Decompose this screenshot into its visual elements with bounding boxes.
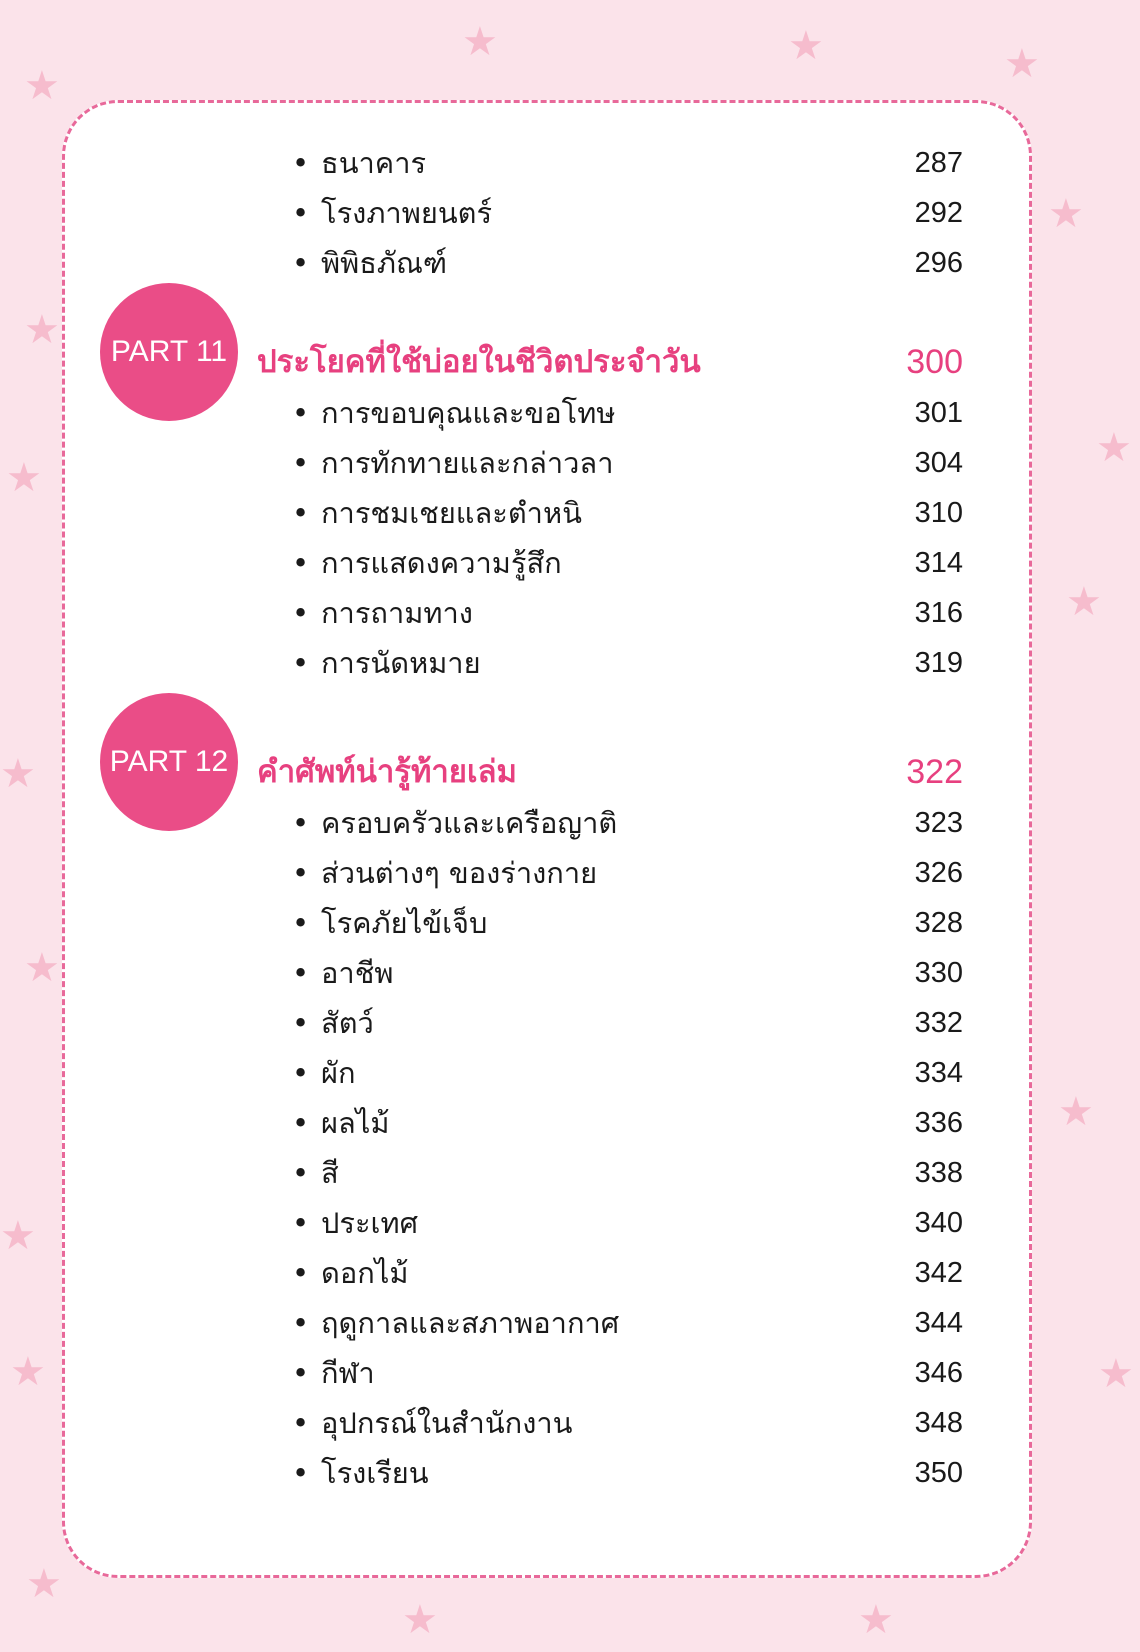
- toc-item-label: สัตว์: [321, 1006, 374, 1040]
- toc-item-label: ครอบครัวและเครือญาติ: [321, 806, 618, 840]
- bullet: •: [292, 856, 310, 890]
- toc-item[interactable]: [65, 1351, 1029, 1395]
- bullet: •: [292, 396, 310, 430]
- star-icon: ★: [0, 1213, 36, 1259]
- toc-item-label: ดอกไม้: [321, 1256, 409, 1290]
- star-icon: ★: [1004, 41, 1040, 87]
- bullet: •: [292, 246, 310, 280]
- bullet: •: [292, 1456, 310, 1490]
- star-icon: ★: [6, 455, 42, 501]
- bullet: •: [292, 1006, 310, 1040]
- toc-item-page: 344: [914, 1307, 963, 1339]
- bullet: •: [292, 956, 310, 990]
- part-11-title[interactable]: ประโยคที่ใช้บ่อยในชีวิตประจำวัน: [257, 344, 701, 380]
- toc-item-page: 348: [914, 1407, 963, 1439]
- toc-item[interactable]: [65, 641, 1029, 685]
- star-icon: ★: [24, 945, 60, 991]
- toc-item-label: อาชีพ: [321, 956, 394, 990]
- bullet: •: [292, 596, 310, 630]
- toc-item-page: 326: [914, 857, 963, 889]
- toc-item-label: ผลไม้: [321, 1106, 390, 1140]
- star-icon: ★: [1048, 191, 1084, 237]
- bullet: •: [292, 1056, 310, 1090]
- toc-item[interactable]: [65, 141, 1029, 185]
- star-icon: ★: [402, 1597, 438, 1643]
- bullet: •: [292, 196, 310, 230]
- toc-item-label: การทักทายและกล่าวลา: [321, 446, 614, 480]
- star-icon: ★: [24, 63, 60, 109]
- toc-item-page: 316: [914, 597, 963, 629]
- toc-item[interactable]: [65, 1251, 1029, 1295]
- bullet: •: [292, 496, 310, 530]
- toc-item[interactable]: [65, 1051, 1029, 1095]
- bullet: •: [292, 1306, 310, 1340]
- toc-item[interactable]: [65, 391, 1029, 435]
- toc-item-page: 323: [914, 807, 963, 839]
- toc-item-page: 340: [914, 1207, 963, 1239]
- toc-item[interactable]: [65, 1001, 1029, 1045]
- star-icon: ★: [1066, 579, 1102, 625]
- toc-item-page: 314: [914, 547, 963, 579]
- toc-item[interactable]: [65, 901, 1029, 945]
- toc-item-label: การชมเชยและตำหนิ: [321, 496, 582, 530]
- star-icon: ★: [788, 23, 824, 69]
- star-icon: ★: [1098, 1351, 1134, 1397]
- bullet: •: [292, 1156, 310, 1190]
- toc-item-page: 346: [914, 1357, 963, 1389]
- bullet: •: [292, 906, 310, 940]
- toc-item[interactable]: [65, 1101, 1029, 1145]
- toc-item-page: 342: [914, 1257, 963, 1289]
- toc-item[interactable]: [65, 491, 1029, 535]
- toc-item[interactable]: [65, 591, 1029, 635]
- toc-item-page: 330: [914, 957, 963, 989]
- bullet: •: [292, 1206, 310, 1240]
- part-12-title[interactable]: คำศัพท์น่ารู้ท้ายเล่ม: [257, 754, 517, 790]
- toc-item-label: การถามทาง: [321, 596, 473, 630]
- toc-item-page: 334: [914, 1057, 963, 1089]
- toc-item[interactable]: [65, 1401, 1029, 1445]
- toc-item-page: 336: [914, 1107, 963, 1139]
- star-icon: ★: [26, 1561, 62, 1607]
- toc-item-page: 332: [914, 1007, 963, 1039]
- part-12-badge: PART 12: [100, 693, 238, 831]
- toc-item-page: 328: [914, 907, 963, 939]
- toc-item-page: 296: [914, 247, 963, 279]
- toc-item-label: พิพิธภัณฑ์: [321, 246, 448, 280]
- toc-item[interactable]: [65, 1151, 1029, 1195]
- toc-item[interactable]: [65, 191, 1029, 235]
- star-icon: ★: [0, 751, 36, 797]
- toc-item[interactable]: [65, 951, 1029, 995]
- toc-item[interactable]: [65, 441, 1029, 485]
- toc-item[interactable]: [65, 851, 1029, 895]
- toc-item[interactable]: [65, 1301, 1029, 1345]
- bullet: •: [292, 1356, 310, 1390]
- bullet: •: [292, 806, 310, 840]
- toc-item-label: การขอบคุณและขอโทษ: [321, 396, 616, 430]
- part-12-page: 322: [906, 753, 963, 791]
- toc-item-page: 301: [914, 397, 963, 429]
- bullet: •: [292, 546, 310, 580]
- toc-item[interactable]: [65, 801, 1029, 845]
- toc-item-label: สี: [321, 1156, 339, 1190]
- toc-item-page: 292: [914, 197, 963, 229]
- toc-item[interactable]: [65, 241, 1029, 285]
- star-icon: ★: [24, 307, 60, 353]
- star-icon: ★: [10, 1349, 46, 1395]
- toc-item-page: 350: [914, 1457, 963, 1489]
- toc-item-label: กีฬา: [321, 1356, 375, 1390]
- part-11-page: 300: [906, 343, 963, 381]
- part-11-badge: PART 11: [100, 283, 238, 421]
- toc-item-label: ประเทศ: [321, 1206, 418, 1240]
- toc-item-label: ธนาคาร: [321, 146, 427, 180]
- toc-item-page: 310: [914, 497, 963, 529]
- toc-item-label: การนัดหมาย: [321, 646, 481, 680]
- bullet: •: [292, 446, 310, 480]
- toc-item[interactable]: [65, 1451, 1029, 1495]
- table-of-contents-panel: [62, 100, 1032, 1578]
- toc-item-label: ฤดูกาลและสภาพอากาศ: [321, 1306, 620, 1340]
- toc-item-label: โรงภาพยนตร์: [321, 196, 493, 230]
- bullet: •: [292, 1106, 310, 1140]
- bullet: •: [292, 146, 310, 180]
- bullet: •: [292, 1406, 310, 1440]
- toc-item-label: ส่วนต่างๆ ของร่างกาย: [321, 856, 598, 890]
- toc-item-page: 319: [914, 647, 963, 679]
- star-icon: ★: [858, 1597, 894, 1643]
- toc-item-label: การแสดงความรู้สึก: [321, 546, 562, 580]
- bullet: •: [292, 1256, 310, 1290]
- toc-item[interactable]: [65, 541, 1029, 585]
- bullet: •: [292, 646, 310, 680]
- toc-item[interactable]: [65, 1201, 1029, 1245]
- star-icon: ★: [1096, 425, 1132, 471]
- toc-item-page: 304: [914, 447, 963, 479]
- star-icon: ★: [1058, 1089, 1094, 1135]
- star-icon: ★: [462, 19, 498, 65]
- toc-item-page: 338: [914, 1157, 963, 1189]
- toc-item-page: 287: [914, 147, 963, 179]
- toc-item-label: อุปกรณ์ในสำนักงาน: [321, 1406, 573, 1440]
- toc-item-label: โรคภัยไข้เจ็บ: [321, 906, 488, 940]
- toc-item-label: ผัก: [321, 1056, 356, 1090]
- toc-item-label: โรงเรียน: [321, 1456, 429, 1490]
